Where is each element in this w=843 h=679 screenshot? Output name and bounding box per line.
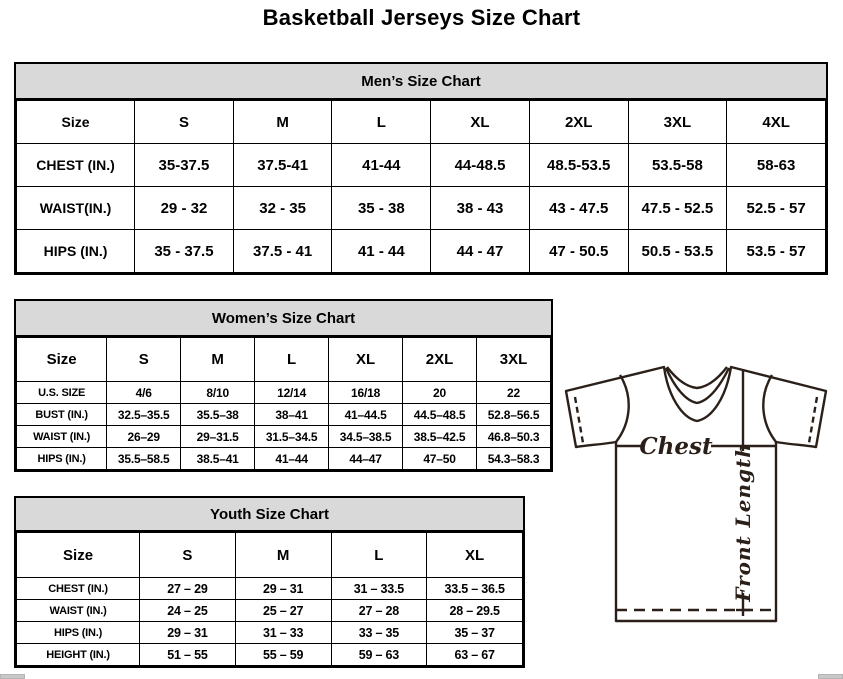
womens-col-header: S: [107, 338, 181, 382]
womens-size-value: 31.5–34.5: [255, 426, 329, 448]
youth-size-value: 25 – 27: [235, 600, 331, 622]
womens-size-value: 26–29: [107, 426, 181, 448]
mens-col-header: S: [135, 101, 234, 144]
youth-row-label: WAIST (IN.): [17, 600, 140, 622]
mens-col-header: 2XL: [529, 101, 628, 144]
womens-size-value: 44–47: [329, 448, 403, 470]
mens-hips-row: [17, 230, 826, 273]
youth-chart-title: Youth Size Chart: [16, 498, 523, 532]
youth-row-label: HIPS (IN.): [17, 622, 140, 644]
mens-row-label: WAIST(IN.): [17, 187, 135, 230]
youth-row-label: CHEST (IN.): [17, 578, 140, 600]
mens-size-value: 43 - 47.5: [529, 187, 628, 230]
mens-size-value: 50.5 - 53.5: [628, 230, 727, 273]
womens-size-value: 35.5–58.5: [107, 448, 181, 470]
mens-chart-title: Men’s Size Chart: [16, 64, 826, 100]
youth-col-header: XL: [427, 533, 523, 578]
youth-chest-row: [17, 578, 523, 600]
womens-bust-row: [17, 404, 551, 426]
scrollbar-fragment-left[interactable]: [0, 674, 25, 679]
womens-size-value: 12/14: [255, 382, 329, 404]
youth-height-row: [17, 644, 523, 666]
womens-row-label: WAIST (IN.): [17, 426, 107, 448]
womens-size-value: 35.5–38: [181, 404, 255, 426]
mens-size-value: 29 - 32: [135, 187, 234, 230]
womens-size-chart: [14, 299, 553, 472]
youth-size-value: 59 – 63: [331, 644, 427, 666]
youth-size-value: 29 – 31: [235, 578, 331, 600]
womens-table: [16, 337, 551, 470]
mens-header-row: [17, 101, 826, 144]
left-sleeve-seam: [616, 375, 629, 442]
mens-size-value: 37.5 - 41: [233, 230, 332, 273]
womens-size-value: 20: [403, 382, 477, 404]
right-sleeve-seam: [763, 375, 776, 442]
womens-size-value: 38–41: [255, 404, 329, 426]
womens-chart-title: Women’s Size Chart: [16, 301, 551, 337]
womens-size-value: 4/6: [107, 382, 181, 404]
youth-size-value: 51 – 55: [140, 644, 236, 666]
womens-size-value: 41–44.5: [329, 404, 403, 426]
youth-size-value: 33 – 35: [331, 622, 427, 644]
jersey-outline: [566, 367, 826, 621]
mens-col-header: 4XL: [727, 101, 826, 144]
mens-table: [16, 100, 826, 273]
womens-col-header: L: [255, 338, 329, 382]
youth-size-value: 28 – 29.5: [427, 600, 523, 622]
mens-waist-row: [17, 187, 826, 230]
mens-size-value: 35 - 38: [332, 187, 431, 230]
mens-chest-row: [17, 144, 826, 187]
right-cuff-stitch: [809, 397, 817, 443]
mens-size-value: 41-44: [332, 144, 431, 187]
scrollbar-fragment-right[interactable]: [818, 674, 843, 679]
mens-row-label: CHEST (IN.): [17, 144, 135, 187]
front-length-label: Front Length: [731, 442, 755, 602]
mens-size-value: 48.5-53.5: [529, 144, 628, 187]
youth-table: [16, 532, 523, 666]
womens-col-header: M: [181, 338, 255, 382]
womens-size-value: 29–31.5: [181, 426, 255, 448]
womens-row-label: HIPS (IN.): [17, 448, 107, 470]
womens-hips-row: [17, 448, 551, 470]
mens-col-header: M: [233, 101, 332, 144]
youth-size-value: 29 – 31: [140, 622, 236, 644]
mens-size-value: 47 - 50.5: [529, 230, 628, 273]
youth-size-value: 63 – 67: [427, 644, 523, 666]
mens-size-value: 35 - 37.5: [135, 230, 234, 273]
mens-size-value: 47.5 - 52.5: [628, 187, 727, 230]
mens-size-value: 44-48.5: [431, 144, 530, 187]
womens-col-header: 2XL: [403, 338, 477, 382]
mens-col-header: 3XL: [628, 101, 727, 144]
left-cuff-stitch: [575, 397, 583, 443]
womens-size-value: 34.5–38.5: [329, 426, 403, 448]
youth-size-chart: [14, 496, 525, 668]
mens-row-label: HIPS (IN.): [17, 230, 135, 273]
womens-header-row: [17, 338, 551, 382]
mens-size-value: 44 - 47: [431, 230, 530, 273]
womens-col-header: 3XL: [477, 338, 551, 382]
page-title: Basketball Jerseys Size Chart: [262, 5, 581, 30]
mens-size-value: 35-37.5: [135, 144, 234, 187]
jersey-measurement-diagram: [556, 358, 843, 648]
womens-size-value: 41–44: [255, 448, 329, 470]
mens-col-header: L: [332, 101, 431, 144]
womens-size-value: 54.3–58.3: [477, 448, 551, 470]
mens-size-value: 38 - 43: [431, 187, 530, 230]
womens-row-label: BUST (IN.): [17, 404, 107, 426]
youth-hips-row: [17, 622, 523, 644]
mens-col-header: Size: [17, 101, 135, 144]
youth-col-header: L: [331, 533, 427, 578]
womens-size-value: 44.5–48.5: [403, 404, 477, 426]
womens-size-value: 38.5–41: [181, 448, 255, 470]
youth-size-value: 33.5 – 36.5: [427, 578, 523, 600]
mens-size-value: 53.5 - 57: [727, 230, 826, 273]
youth-size-value: 31 – 33: [235, 622, 331, 644]
womens-size-value: 8/10: [181, 382, 255, 404]
youth-col-header: Size: [17, 533, 140, 578]
mens-size-value: 37.5-41: [233, 144, 332, 187]
mens-size-value: 32 - 35: [233, 187, 332, 230]
womens-row-label: U.S. SIZE: [17, 382, 107, 404]
youth-col-header: S: [140, 533, 236, 578]
womens-waist-row: [17, 426, 551, 448]
mens-size-value: 58-63: [727, 144, 826, 187]
womens-size-value: 52.8–56.5: [477, 404, 551, 426]
mens-size-chart: [14, 62, 828, 275]
youth-row-label: HEIGHT (IN.): [17, 644, 140, 666]
youth-col-header: M: [235, 533, 331, 578]
youth-header-row: [17, 533, 523, 578]
mens-size-value: 41 - 44: [332, 230, 431, 273]
youth-waist-row: [17, 600, 523, 622]
womens-size-value: 38.5–42.5: [403, 426, 477, 448]
womens-size-value: 22: [477, 382, 551, 404]
chest-label: Chest: [639, 433, 713, 460]
womens-ussize-row: [17, 382, 551, 404]
youth-size-value: 24 – 25: [140, 600, 236, 622]
womens-size-value: 16/18: [329, 382, 403, 404]
womens-col-header: XL: [329, 338, 403, 382]
womens-size-value: 47–50: [403, 448, 477, 470]
collar-rib-outer: [666, 368, 729, 403]
youth-size-value: 35 – 37: [427, 622, 523, 644]
womens-col-header: Size: [17, 338, 107, 382]
youth-size-value: 27 – 29: [140, 578, 236, 600]
womens-size-value: 46.8–50.3: [477, 426, 551, 448]
mens-col-header: XL: [431, 101, 530, 144]
mens-size-value: 53.5-58: [628, 144, 727, 187]
mens-size-value: 52.5 - 57: [727, 187, 826, 230]
youth-size-value: 31 – 33.5: [331, 578, 427, 600]
youth-size-value: 55 – 59: [235, 644, 331, 666]
womens-size-value: 32.5–35.5: [107, 404, 181, 426]
youth-size-value: 27 – 28: [331, 600, 427, 622]
